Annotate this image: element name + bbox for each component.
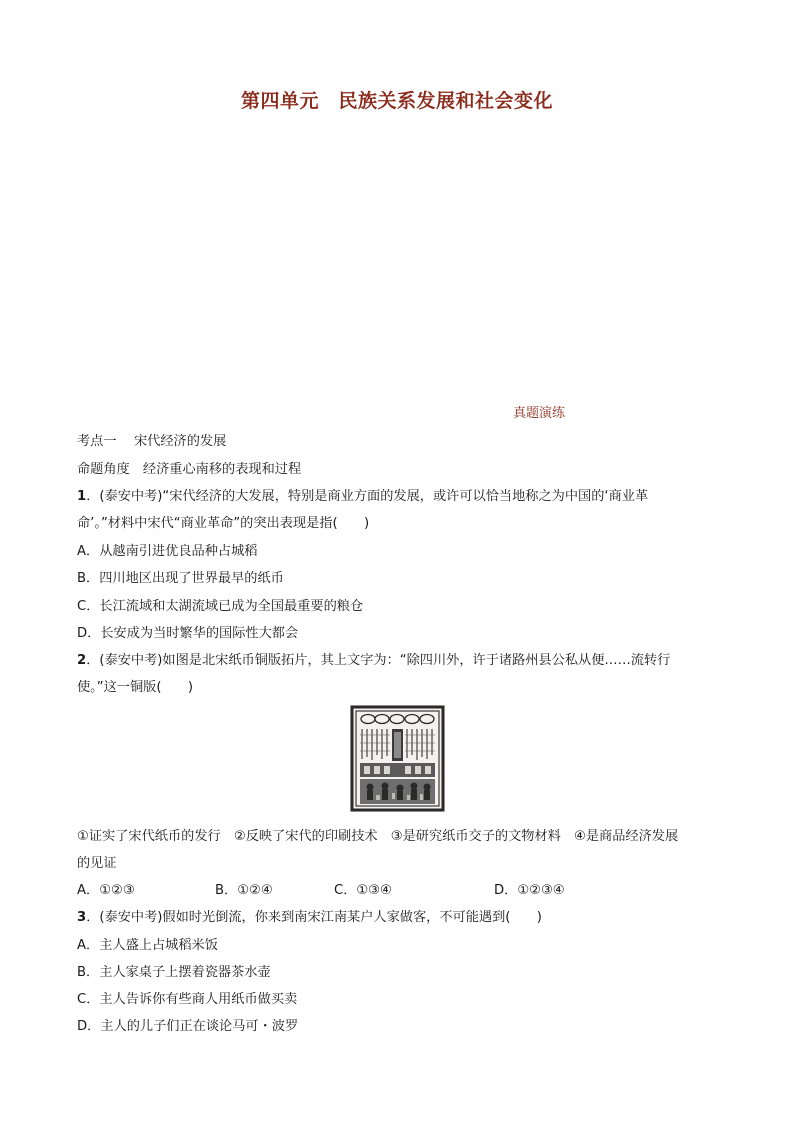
question-1-option-a: A．从越南引进优良品种占城稻 bbox=[77, 544, 258, 559]
question-2-statements-line1: ①证实了宋代纸币的发行 ②反映了宋代的印刷技术 ③是研究纸币交子的文物材料 ④是商品经济发展 bbox=[77, 829, 679, 844]
question-3-stem bbox=[77, 906, 542, 925]
question-1-text: ．(泰安中考)“宋代经济的大发展，特别是商业方面的发展，或许可以恰当地称之为中国的‘商业革 bbox=[86, 489, 649, 504]
question-2-text: ．(泰安中考)如图是北宋纸币铜版拓片，其上文字为：“除四川外，许于诸路州县公私从便……流转行 bbox=[86, 653, 671, 668]
question-2-option-d: D．①②③④ bbox=[494, 883, 565, 898]
section-tag: 真题演练 bbox=[513, 406, 566, 421]
question-1-option-c: C．长江流域和太湖流域已成为全国最重要的粮仓 bbox=[77, 599, 364, 614]
question-2-statements-line2: 的见证 bbox=[77, 856, 117, 871]
question-2-stem-line1 bbox=[77, 649, 670, 668]
question-1-option-b: B．四川地区出现了世界最早的纸币 bbox=[77, 571, 284, 586]
question-1-stem-line1 bbox=[77, 485, 648, 504]
question-2-option-a: A．①②③ bbox=[77, 883, 135, 898]
question-2-option-b: B．①②④ bbox=[215, 883, 273, 898]
question-1-stem-line2: 命’。”材料中宋代“商业革命”的突出表现是指( ) bbox=[77, 516, 370, 531]
question-3-text: ．(泰安中考)假如时光倒流，你来到南宋江南某户人家做客，不可能遇到( ) bbox=[86, 910, 542, 925]
unit-title: 第四单元 民族关系发展和社会变化 bbox=[240, 90, 553, 112]
question-3-option-a: A．主人盛上占城稻米饭 bbox=[77, 938, 218, 953]
question-1-number: 1 bbox=[77, 489, 87, 504]
question-2-number: 2 bbox=[77, 653, 87, 668]
topic-heading: 考点一 宋代经济的发展 bbox=[77, 434, 227, 449]
question-2-stem-line2: 使。”这一铜版( ) bbox=[77, 680, 194, 695]
question-3-option-d: D．主人的儿子们正在谈论马可・波罗 bbox=[77, 1019, 299, 1034]
angle-heading: 命题角度 经济重心南移的表现和过程 bbox=[77, 462, 302, 477]
question-2-option-c: C．①③④ bbox=[334, 883, 392, 898]
question-1-option-d: D．长安成为当时繁华的国际性大都会 bbox=[77, 626, 299, 641]
question-3-option-c: C．主人告诉你有些商人用纸币做买卖 bbox=[77, 992, 298, 1007]
question-3-number: 3 bbox=[77, 910, 87, 925]
banknote-rubbing-image bbox=[350, 705, 445, 812]
question-3-option-b: B．主人家桌子上摆着瓷器茶水壶 bbox=[77, 965, 271, 980]
